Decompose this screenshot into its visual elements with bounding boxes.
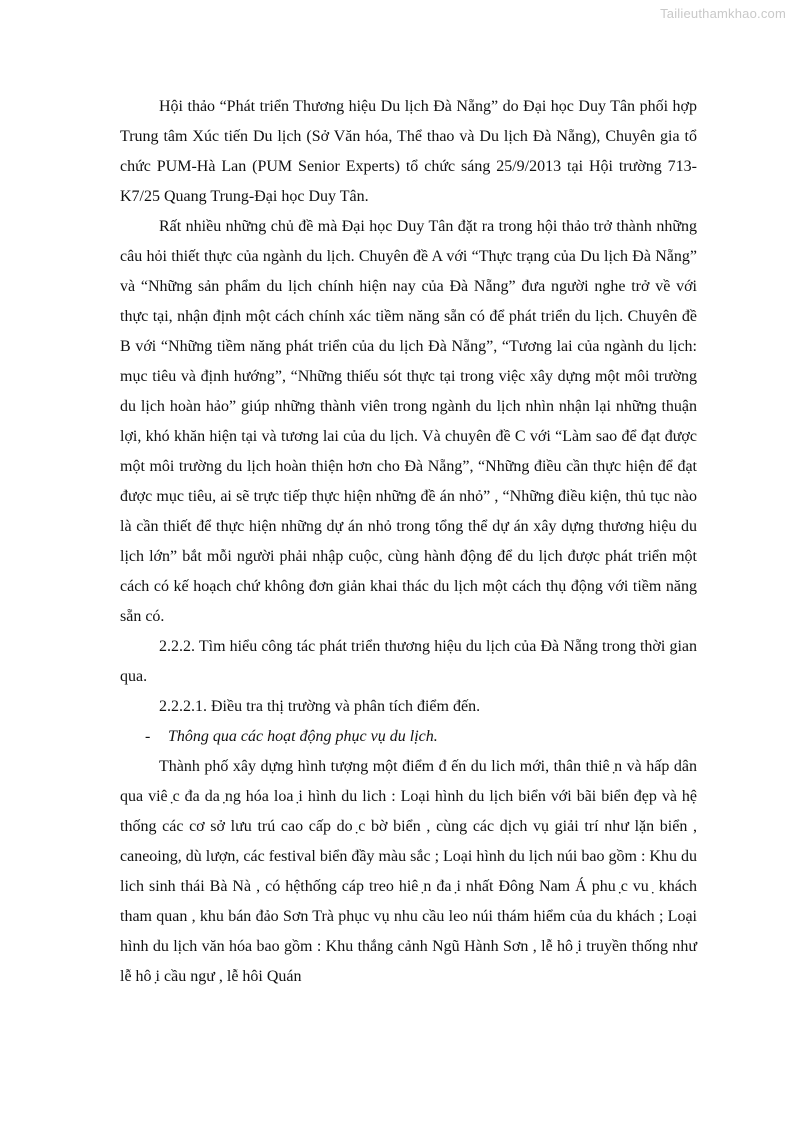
- watermark: Tailieuthamkhao.com: [660, 6, 786, 21]
- section-heading-2-2-2: 2.2.2. Tìm hiểu công tác phát triển thương hiệu du lịch của Đà Nẵng trong thời gian qua.: [120, 638, 697, 685]
- bullet-marker: -: [145, 728, 151, 745]
- document-page: [120, 92, 697, 992]
- section-heading-2-2-2-1: 2.2.2.1. Điều tra thị trường và phân tích điểm đến.: [159, 698, 481, 715]
- paragraph-workshop-intro: Hội thảo “Phát triển Thương hiệu Du lịch Đà Nẵng” do Đại học Duy Tân phối hợp Trung tâm Xúc tiến Du lịch (Sở Văn hóa, Thể thao và Du lịch Đà Nẵng), Chuyên gia tổ chức PUM-Hà Lan (PUM Senior Experts) tổ chức sáng 25/9/2013 tại Hội trường 713-K7/25 Quang Trung-Đại học Duy Tân.: [120, 98, 697, 205]
- bullet-item: [120, 722, 697, 752]
- paragraph-workshop-topics: Rất nhiều những chủ đề mà Đại học Duy Tân đặt ra trong hội thảo trở thành những câu hỏi thiết thực của ngành du lịch. Chuyên đề A với “Thực trạng của Du lịch Đà Nẵng” và “Những sản phẩm du lịch chính hiện nay của Đà Nẵng” đưa người nghe trở về với thực tại, nhận định một cách chính xác tiềm năng sẵn có để phát triển du lịch. Chuyên đề B với “Những tiềm năng phát triển của du lịch Đà Nẵng”, “Tương lai của ngành du lịch: mục tiêu và định hướng”, “Những thiếu sót thực tại trong việc xây dựng một môi trường du lịch hoàn hảo” giúp những thành viên trong ngành du lịch nhìn nhận lại những thuận lợi, khó khăn hiện tại và tương lai của du lịch. Và chuyên đề C với “Làm sao để đạt được một môi trường du lịch hoàn thiện hơn cho Đà Nẵng”, “Những điều cần thực hiện để đạt được mục tiêu, ai sẽ trực tiếp thực hiện những đề án nhỏ” , “Những điều kiện, thủ tục nào là cần thiết để thực hiện những dự án nhỏ trong tổng thể dự án xây dựng thương hiệu du lịch lớn” bắt mỗi người phải nhập cuộc, cùng hành động để du lịch được phát triển một cách có kế hoạch chứ không đơn giản khai thác du lịch một cách thụ động với tiềm năng sẵn có.: [120, 218, 697, 625]
- paragraph-tourism-types: Thành phố xây dựng hình tượng một điểm đ ến du lich mới, thân thiê ̣n và hấp dân qua viê ̣c đa da ̣ng hóa loa ̣i hình du lich : Loại hình du lịch biển với bãi biển đẹp và hệ thống các cơ sở lưu trú cao cấp do ̣c bờ biển , cùng các dịch vụ giải trí như lặn biển , caneoing, dù lượn, các festival biển đầy màu sắc ; Loại hình du lịch núi bao gồm : Khu du lich sinh thái Bà Nà , có hệthống cáp treo hiê ̣n đa ̣i nhất Đông Nam Á phu ̣c vu ̣ khách tham quan , khu bán đảo Sơn Trà phục vụ nhu cầu leo núi thám hiểm của du khách ; Loại hình du lịch văn hóa bao gồm : Khu thắng cảnh Ngũ Hành Sơn , lễ hô ̣i truyền thống như lễ hô ̣i cầu ngư , lễ hôi Quán: [120, 758, 697, 985]
- bullet-text: Thông qua các hoạt động phục vụ du lịch.: [168, 728, 438, 745]
